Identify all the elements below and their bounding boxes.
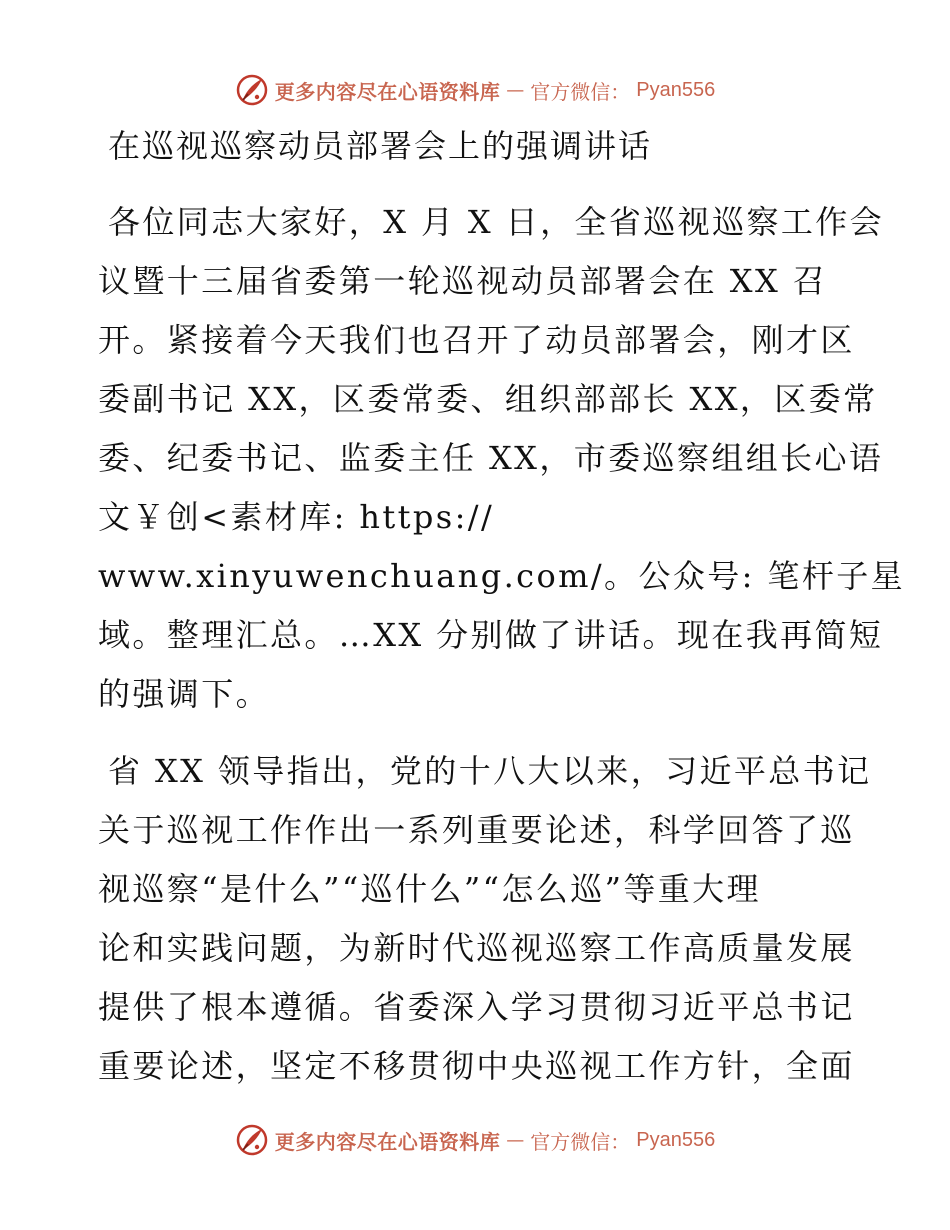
paragraph-line: 论和实践问题，为新时代巡视巡察工作高质量发展	[98, 929, 855, 967]
banner-wechat-id: Pyan556	[636, 78, 716, 101]
paragraph-line: 的强调下。	[98, 675, 271, 713]
paragraph-line: 域。整理汇总。…XX 分别做了讲话。现在我再简短	[98, 616, 884, 654]
paragraph-line: 关于巡视工作作出一系列重要论述，科学回答了巡	[98, 811, 855, 849]
paragraph-line: 开。紧接着今天我们也召开了动员部署会，刚才区	[98, 321, 855, 359]
paragraph-line: 重要论述，坚定不移贯彻中央巡视工作方针，全面	[98, 1047, 855, 1085]
paragraph-line: 省 XX 领导指出，党的十八大以来，习近平总书记	[108, 752, 872, 790]
paragraph-line: www.xinyuwenchuang.com/。公众号: 笔杆子星	[98, 557, 906, 595]
header-banner	[0, 70, 950, 110]
banner-wechat-label: 官方微信：	[530, 1129, 631, 1154]
paragraph-line: 各位同志大家好，X 月 X 日，全省巡视巡察工作会	[108, 203, 885, 241]
quill-pen-logo-icon	[235, 1123, 269, 1157]
paragraph-line: 委副书记 XX，区委常委、组织部部长 XX，区委常	[98, 380, 878, 418]
paragraph-line: 议暨十三届省委第一轮巡视动员部署会在 XX 召	[98, 262, 828, 300]
banner-wechat-id: Pyan556	[636, 1128, 716, 1151]
paragraph-line: 视巡察“是什么”“巡什么”“怎么巡”等重大理	[98, 870, 761, 908]
document-title: 在巡视巡察动员部署会上的强调讲话	[108, 127, 653, 165]
paragraph-line: 委、纪委书记、监委主任 XX，市委巡察组组长心语	[98, 439, 884, 477]
banner-slogan: 更多内容尽在心语资料库	[274, 79, 501, 104]
banner-separator: —	[506, 1129, 525, 1151]
footer-banner	[0, 1120, 950, 1160]
banner-wechat-label: 官方微信：	[530, 79, 631, 104]
paragraph-line: 提供了根本遵循。省委深入学习贯彻习近平总书记	[98, 988, 855, 1026]
paragraph-2	[98, 742, 872, 1096]
paragraph-1	[98, 193, 906, 724]
banner-slogan: 更多内容尽在心语资料库	[274, 1129, 501, 1154]
quill-pen-logo-icon	[235, 73, 269, 107]
paragraph-line: 文￥创<素材库: https://	[98, 498, 495, 536]
banner-separator: —	[506, 79, 525, 101]
document-body	[98, 193, 906, 1114]
